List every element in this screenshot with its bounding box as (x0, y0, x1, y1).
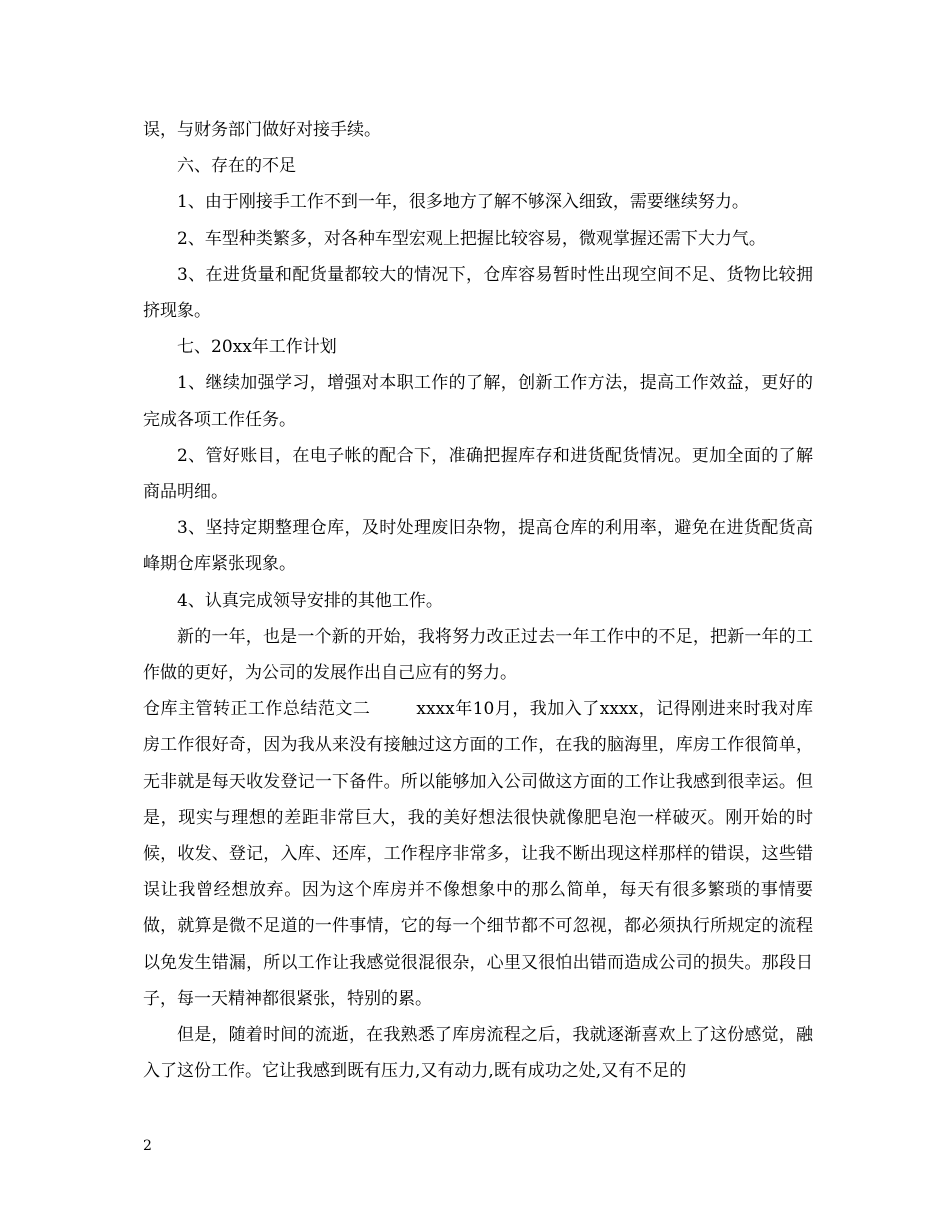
paragraph-new-year: 新的一年，也是一个新的开始，我将努力改正过去一年工作中的不足，把新一年的工作做的更好，为公司的发展作出自己应有的努力。 (143, 626, 813, 684)
section-heading-shortcomings: 六、存在的不足 (177, 156, 296, 177)
paragraph-plan-3: 3、坚持定期整理仓库，及时处理废旧杂物，提高仓库的利用率，避免在进货配货高峰期仓库紧张现象。 (143, 518, 813, 575)
section-title: 仓库主管转正工作总结范文二 (143, 699, 371, 720)
section-two-paragraph (143, 691, 813, 1017)
paragraph-closing: 但是，随着时间的流逝，在我熟悉了库房流程之后，我就逐渐喜欢上了这份感觉，融入了这份工作。它让我感到既有压力,又有动力,既有成功之处,又有不足的 (143, 1025, 813, 1082)
paragraph-plan-2: 2、管好账目，在电子帐的配合下，准确把握库存和进货配货情况。更加全面的了解商品明细。 (143, 445, 813, 503)
paragraph-shortcoming-2: 2、车型种类繁多，对各种车型宏观上把握比较容易，微观掌握还需下大力气。 (177, 228, 766, 249)
paragraph-continuation: 误，与财务部门做好对接手续。 (143, 120, 381, 140)
paragraph-shortcoming-1: 1、由于刚接手工作不到一年，很多地方了解不够深入细致，需要继续努力。 (177, 192, 749, 213)
document-body (143, 112, 813, 1089)
paragraph-plan-1: 1、继续加强学习，增强对本职工作的了解，创新工作方法，提高工作效益，更好的完成各项工作任务。 (143, 373, 813, 430)
page-number: 2 (143, 1138, 152, 1154)
paragraph-shortcoming-3: 3、在进货量和配货量都较大的情况下，仓库容易暂时性出现空间不足、货物比较拥挤现象。 (143, 264, 813, 322)
section-heading-work-plan: 七、20xx年工作计划 (177, 337, 337, 358)
section-lead-text: xxxx年10月，我加入了xxxx，记得刚进来时我对库房工作很好奇，因为我从来没有接触过这方面的工作，在我的脑海里，库房工作很简单，无非就是每天收发登记一下备件。所以能够加入公司做这方面的工作让我感到很幸运。但是，现实与理想的差距非常巨大，我的美好想法很快就像肥皂泡一样破灭。刚开始的时候，收发、登记，入库、还库，工作程序非常多，让我不断出现这样那样的错误，这些错误让我曾经想放弃。因为这个库房并不像想象中的那么简单，每天有很多繁琐的事情要做，就算是微不足道的一件事情，它的每一个细节都不可忽视，都必须执行所规定的流程以免发生错漏，所以工作让我感觉很混很杂，心里又很怕出错而造成公司的损失。那段日子，每一天精神都很紧张，特别的累。 (143, 699, 814, 1009)
paragraph-plan-4: 4、认真完成领导安排的其他工作。 (177, 590, 443, 611)
